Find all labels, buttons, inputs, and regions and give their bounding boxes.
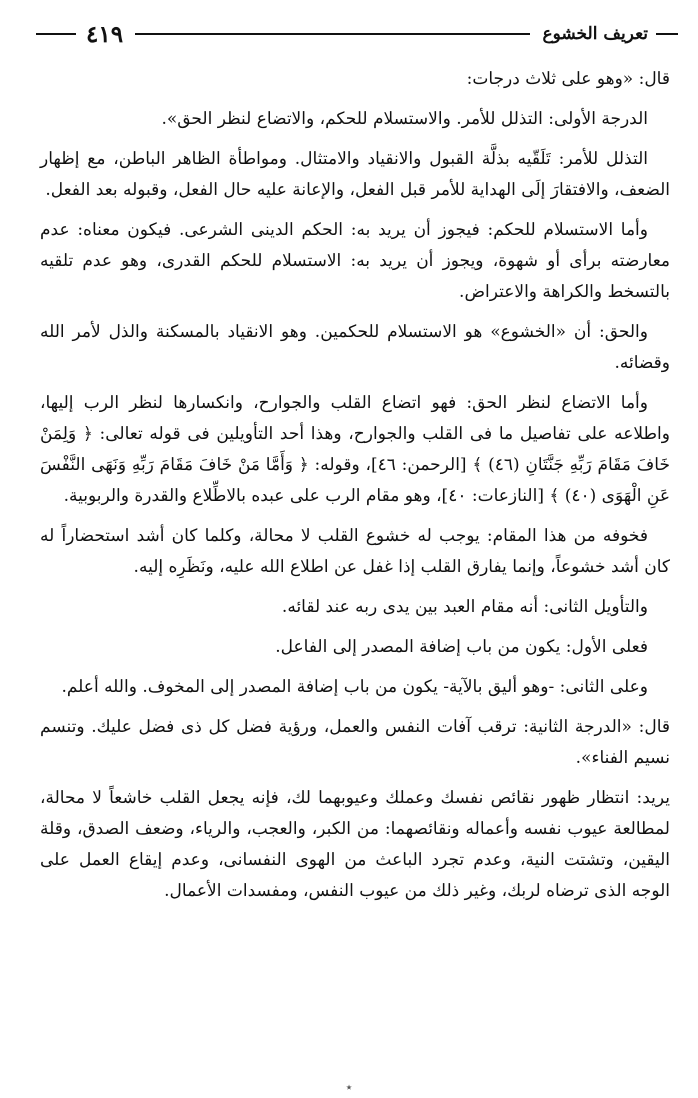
paragraph: الدرجة الأولى: التذلل للأمر. والاستسلام للحكم، والاتضاع لنظر الحق». <box>161 109 648 129</box>
body-text <box>40 64 670 916</box>
running-title: تعريف الخشوع <box>542 24 648 44</box>
header-rule <box>135 33 530 35</box>
paragraph: فخوفه من هذا المقام: يوجب له خشوع القلب لا محالة، وكلما كان أشد استحضاراً له كان أشد خشوعاً، وإنما يفارق القلب إذا غفل عن اطلاع الله عليه، ونَظَرِه إليه. <box>40 526 670 577</box>
page-number: ٤١٩ <box>86 20 124 48</box>
paragraph: فعلى الأول: يكون من باب إضافة المصدر إلى الفاعل. <box>275 637 648 657</box>
paragraph: التذلل للأمر: تَلَقّيه بذلَّة القبول والانقياد والامتثال. ومواطأة الظاهر الباطن، مع إظهار الضعف، والافتقارَ إلَى الهداية للأمر قبل الفعل، والإعانة عليه حال الفعل، وقبوله بعد الفعل. <box>40 149 670 200</box>
footer-mark: ٭ <box>345 1080 353 1094</box>
paragraph: قال: «وهو على ثلاث درجات: <box>466 69 670 89</box>
paragraph: وأما الاستسلام للحكم: فيجوز أن يريد به: الحكم الدينى الشرعى. فيكون معناه: عدم معارضته برأى أو شهوة، ويجوز أن يريد به: الاستسلام للحكم القدرى، وهو عدم تلقيه بالتسخط والكراهة والاعتراض. <box>40 220 670 302</box>
header-dash-right <box>656 33 678 35</box>
page-header <box>36 14 678 54</box>
paragraph: والحق: أن «الخشوع» هو الاستسلام للحكمين. وهو الانقياد بالمسكنة والذل لأمر الله وقضائه. <box>40 322 670 373</box>
paragraph: قال: «الدرجة الثانية: ترقب آفات النفس والعمل، ورؤية فضل كل ذى فضل عليك. وتنسم نسيم الفناء». <box>40 717 670 768</box>
paragraph: وأما الاتضاع لنظر الحق: فهو اتضاع القلب والجوارح، وانكسارها لنظر الرب إليها، واطلاعه على تفاصيل ما فى القلب والجوارح، وهذا أحد التأويلين فى قوله تعالى: ﴿ وَلِمَنْ خَافَ مَقَامَ رَبِّهِ جَنَّتَانِ (٤٦) ﴾ [الرحمن: ٤٦]، وقوله: ﴿ وَأَمَّا مَنْ خَافَ مَقَامَ رَبِّهِ وَنَهَى النَّفْسَ عَنِ الْهَوَى (٤٠) ﴾ [النازعات: ٤٠]، وهو مقام الرب على عبده بالاطِّلاع والقدرة والربوبية. <box>40 393 670 506</box>
header-dash-left <box>36 33 76 35</box>
paragraph: يريد: انتظار ظهور نقائص نفسك وعملك وعيوبهما لك، فإنه يجعل القلب خاشعاً لا محالة، لمطالعة عيوب نفسه وأعماله ونقائصهما: من الكبر، والعجب، والرياء، وضعف الصدق، وقلة اليقين، وتشتت النية، وعدم تجرد الباعث من الهوى النفسانى، وعدم إيقاع العمل على الوجه الذى ترضاه لربك، وغير ذلك من عيوب النفس، ومفسدات الأعمال. <box>40 788 671 901</box>
paragraph: وعلى الثانى: -وهو أليق بالآية- يكون من باب إضافة المصدر إلى المخوف. والله أعلم. <box>61 677 648 697</box>
paragraph: والتأويل الثانى: أنه مقام العبد بين يدى ربه عند لقائه. <box>281 597 648 617</box>
